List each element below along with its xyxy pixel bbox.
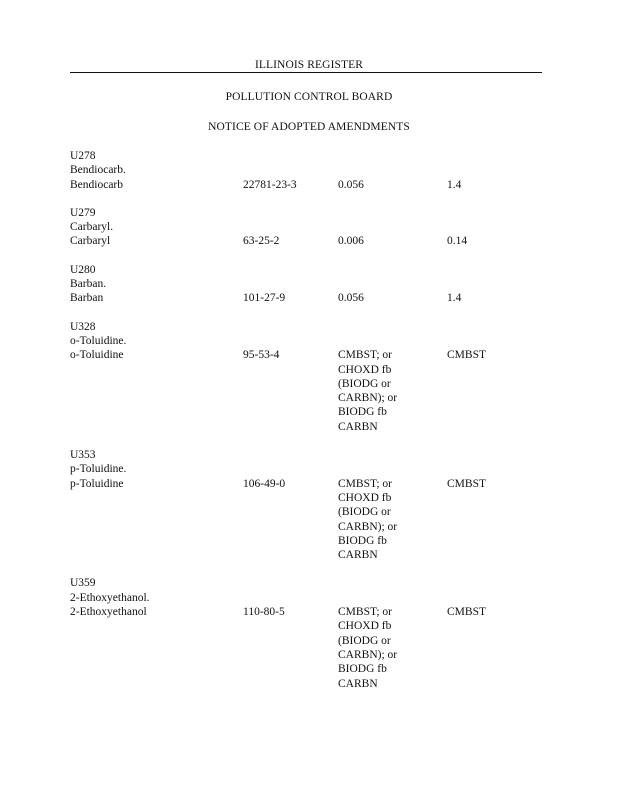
standard-line: CHOXD fb — [338, 363, 392, 376]
board-title: POLLUTION CONTROL BOARD — [225, 91, 393, 103]
nonwastewater-standard: 0.14 — [447, 235, 468, 248]
cas-number: 110-80-5 — [243, 606, 285, 619]
waste-entry — [70, 320, 550, 434]
nonwastewater-standard: 1.4 — [447, 178, 462, 191]
constituent-row — [70, 234, 550, 248]
constituent-heading: Carbaryl. — [70, 221, 114, 234]
constituent-heading: 2-Ethoxyethanol. — [70, 591, 150, 604]
constituent-name: p-Toluidine — [70, 477, 124, 490]
cas-number: 101-27-9 — [243, 292, 286, 305]
constituent-heading: p-Toluidine. — [70, 463, 127, 476]
waste-code: U278 — [70, 150, 96, 162]
constituent-name: Barban — [70, 292, 104, 305]
cas-number: 95-53-4 — [243, 349, 280, 362]
wastewater-standard — [338, 178, 364, 192]
standard-line: BIODG fb — [338, 534, 387, 547]
wastewater-standard — [338, 348, 397, 434]
standard-line: (BIODG or — [338, 634, 391, 647]
standard-line: CMBST; or — [338, 349, 393, 362]
nonwastewater-standard: CMBST — [447, 606, 486, 619]
constituent-name: o-Toluidine — [70, 349, 124, 362]
waste-code: U328 — [70, 320, 96, 333]
standard-line: BIODG fb — [338, 663, 387, 676]
constituent-heading: Bendiocarb. — [70, 164, 126, 177]
constituent-heading: o-Toluidine. — [70, 334, 127, 347]
constituent-row — [70, 477, 550, 563]
standard-line: CMBST; or — [338, 477, 393, 490]
waste-entry — [70, 263, 550, 306]
standard-line: 0.056 — [338, 178, 364, 191]
standard-line: CARBN — [338, 677, 378, 690]
standard-line: CARBN — [338, 549, 378, 562]
standard-line: 0.056 — [338, 292, 364, 305]
standard-line: CARBN — [338, 420, 378, 433]
wastewater-standard — [338, 234, 364, 248]
cas-number: 22781-23-3 — [243, 178, 297, 191]
waste-entry — [70, 149, 550, 192]
waste-entry — [70, 206, 550, 249]
standard-line: (BIODG or — [338, 377, 391, 390]
wastewater-standard — [338, 477, 397, 563]
standard-line: CARBN); or — [338, 520, 398, 533]
constituent-name: Bendiocarb — [70, 178, 124, 191]
wastewater-standard — [338, 291, 364, 305]
nonwastewater-standard: CMBST — [447, 477, 486, 490]
constituent-row — [70, 605, 550, 691]
nonwastewater-standard: CMBST — [447, 349, 486, 362]
notice-title: NOTICE OF ADOPTED AMENDMENTS — [208, 121, 410, 133]
standard-line: CARBN); or — [338, 392, 398, 405]
waste-code: U359 — [70, 577, 96, 590]
wastewater-standard — [338, 605, 397, 691]
constituent-name: 2-Ethoxyethanol — [70, 606, 147, 619]
header-rule — [70, 72, 542, 73]
waste-code-table — [70, 149, 550, 705]
constituent-name: Carbaryl — [70, 235, 111, 248]
standard-line: CARBN); or — [338, 648, 398, 661]
waste-entry — [70, 576, 550, 690]
cas-number: 63-25-2 — [243, 235, 280, 248]
standard-line: BIODG fb — [338, 406, 387, 419]
nonwastewater-standard: 1.4 — [447, 292, 462, 305]
standard-line: CHOXD fb — [338, 620, 392, 633]
constituent-row — [70, 178, 550, 192]
standard-line: 0.006 — [338, 235, 364, 248]
constituent-heading: Barban. — [70, 278, 107, 291]
waste-entry — [70, 448, 550, 562]
waste-code: U353 — [70, 449, 96, 462]
waste-code: U279 — [70, 206, 96, 219]
standard-line: CHOXD fb — [338, 491, 392, 504]
waste-code: U280 — [70, 263, 96, 276]
constituent-row — [70, 291, 550, 305]
constituent-row — [70, 348, 550, 434]
standard-line: (BIODG or — [338, 506, 391, 519]
register-title: ILLINOIS REGISTER — [254, 59, 364, 71]
cas-number: 106-49-0 — [243, 477, 286, 490]
standard-line: CMBST; or — [338, 606, 393, 619]
